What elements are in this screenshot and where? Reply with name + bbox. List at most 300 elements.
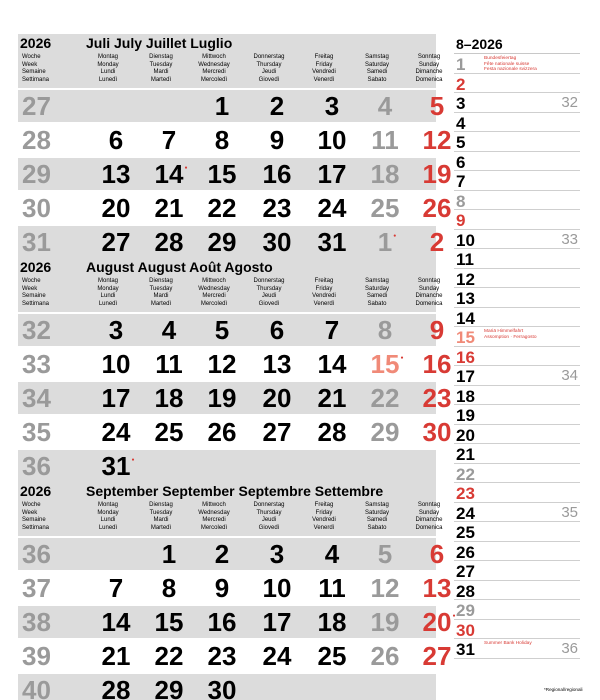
week-row [18, 122, 452, 156]
day-number[interactable]: 1 ● [357, 227, 413, 258]
day-list-row[interactable] [454, 113, 580, 133]
day-number[interactable]: 30 [422, 417, 452, 447]
day-number[interactable]: 4 [161, 315, 177, 345]
day-list-date: 22 [456, 464, 475, 484]
month-name: Juli July Juillet Luglio [86, 35, 233, 51]
day-number[interactable]: 4 [377, 91, 393, 121]
day-list-date: 23 [456, 484, 475, 503]
day-list-row[interactable] [454, 171, 580, 191]
day-number[interactable]: 27 [101, 227, 131, 257]
week-number: 32 [22, 315, 51, 345]
day-number[interactable]: 26 [422, 193, 452, 223]
holiday-note-line: Mariä Himmelfahrt [484, 329, 524, 334]
day-number[interactable]: 17 [317, 159, 347, 189]
day-number[interactable]: 15 [154, 607, 184, 637]
weekday-label [136, 278, 186, 308]
day-list-row[interactable] [454, 425, 580, 445]
weekday-label-line: Lundi [100, 517, 116, 524]
day-number[interactable]: 28 [154, 227, 184, 257]
day-list-week-number: 36 [561, 640, 578, 657]
day-list-row[interactable] [454, 522, 580, 542]
day-list-row[interactable] [454, 308, 580, 328]
weekday-label [244, 502, 294, 532]
weekday-label-line: Dimanche [415, 517, 443, 524]
day-list-row[interactable] [454, 483, 580, 503]
weekday-label-line: Saturday [364, 285, 389, 292]
day-list-row[interactable] [454, 405, 580, 425]
weekday-label [83, 502, 133, 532]
day-number[interactable]: 11 [155, 349, 183, 379]
day-number[interactable]: 19 [370, 607, 400, 637]
week-number: 30 [22, 193, 51, 223]
day-number[interactable]: 20 [262, 383, 292, 413]
day-number[interactable]: 24 [101, 417, 131, 447]
weekday-label [189, 502, 239, 532]
day-number[interactable]: 17 [101, 383, 131, 413]
weekday-label-line: Dimanche [415, 69, 443, 76]
weekday-label-line: Sabato [367, 300, 387, 307]
weekday-label-line: Vendredi [312, 293, 336, 300]
day-number[interactable]: 5 [214, 315, 230, 345]
day-number[interactable]: 26 [207, 417, 237, 447]
day-list-date: 1 [456, 55, 466, 74]
day-list-row[interactable] [454, 386, 580, 406]
day-number[interactable]: 13 [101, 159, 131, 189]
weekday-label-line: Saturday [364, 61, 389, 68]
day-number[interactable]: 24 [317, 193, 347, 223]
day-list-date: 4 [456, 113, 466, 133]
weekday-label [404, 502, 454, 532]
day-number[interactable]: 1 [161, 539, 177, 569]
week-row [18, 536, 445, 570]
day-list-row[interactable] [454, 366, 580, 386]
week-row [18, 88, 445, 122]
day-number[interactable]: 19 [422, 159, 452, 189]
weekday-label [404, 278, 454, 308]
week-label-line: Woche [22, 502, 41, 508]
week-label-line: Week [22, 509, 38, 516]
day-number[interactable]: 15 ● [357, 349, 413, 380]
day-list-row[interactable] [454, 503, 580, 523]
day-number[interactable]: 22 [207, 193, 237, 223]
day-number[interactable]: 16 [207, 607, 237, 637]
day-number[interactable]: 13 [262, 349, 292, 379]
weekday-label-line: Tuesday [149, 285, 173, 292]
day-number[interactable]: 23 [262, 193, 292, 223]
week-number: 35 [22, 417, 51, 447]
day-number[interactable]: 29 [370, 417, 400, 447]
week-row [18, 312, 445, 346]
holiday-note-line: Assomption · Ferragosto [484, 334, 537, 340]
day-list-row[interactable] [454, 444, 580, 464]
day-list-date: 9 [456, 211, 466, 230]
week-label-line: Week [22, 61, 38, 68]
day-number[interactable]: 21 [101, 641, 131, 671]
weekday-label-line: Mardi [153, 517, 169, 524]
day-number[interactable]: 6 [269, 315, 285, 345]
weekday-label-line: Mardi [153, 293, 169, 300]
day-list-week-number: 32 [561, 94, 578, 111]
weekday-label-line: Lundi [100, 69, 116, 76]
day-number[interactable]: 3 [324, 91, 340, 121]
weekday-label-line: Jeudi [261, 517, 277, 524]
week-number: 39 [22, 641, 51, 671]
weekday-label-line: Monday [97, 285, 119, 292]
weekday-label-line: Thursday [256, 61, 282, 68]
day-number[interactable]: 28 [317, 417, 347, 447]
day-number[interactable]: 15 [207, 159, 237, 189]
weekday-label-line: Friday [315, 285, 333, 292]
day-list-date: 8 [456, 191, 466, 211]
day-list-row[interactable] [454, 620, 580, 640]
day-list-date: 31 [456, 640, 475, 659]
day-number[interactable]: 9 [429, 315, 445, 345]
day-number[interactable]: 20 ● [409, 607, 465, 638]
week-number: 27 [22, 91, 51, 121]
day-number[interactable]: 7 [324, 315, 340, 345]
day-number[interactable]: 14 ● [141, 159, 197, 190]
weekday-label-line: Sunday [418, 285, 440, 292]
week-label-line: Woche [22, 54, 41, 60]
month-year: 2026 [20, 35, 52, 51]
weekday-label-line: Martedì [150, 76, 172, 83]
weekday-label-line: Dienstag [149, 278, 173, 284]
day-number[interactable]: 10 [101, 349, 131, 379]
week-row [18, 638, 452, 672]
day-number[interactable]: 3 [108, 315, 124, 345]
day-number[interactable]: 19 [207, 383, 237, 413]
day-number[interactable]: 18 [154, 383, 184, 413]
holiday-note [484, 329, 537, 340]
day-list-date: 24 [456, 503, 475, 523]
day-number[interactable]: 25 [317, 641, 347, 671]
holiday-note [484, 56, 537, 73]
day-number[interactable]: 12 [370, 573, 400, 603]
weekday-label-line: Martedì [150, 524, 172, 531]
weekday-label-line: Mercredi [202, 69, 226, 76]
day-list-week-number: 35 [561, 503, 578, 521]
day-list-date: 14 [456, 308, 475, 328]
day-number[interactable]: 3 [269, 539, 285, 569]
day-list-date: 2 [456, 74, 466, 94]
weekday-label-line: Tuesday [149, 61, 173, 68]
weekday-label-line: Venerdì [313, 300, 335, 307]
month-header [18, 482, 443, 536]
day-list-row[interactable] [454, 639, 580, 659]
day-number[interactable]: 12 [207, 349, 237, 379]
weekday-label-line: Monday [97, 61, 119, 68]
weekday-label [189, 54, 239, 84]
day-number[interactable]: 16 [262, 159, 292, 189]
weekday-label-line: Donnerstag [253, 54, 285, 60]
weekday-label-line: Sonntag [417, 278, 441, 284]
day-list-date: 7 [456, 172, 466, 191]
day-number[interactable]: 14 [101, 607, 131, 637]
weekday-label-line: Wednesday [198, 509, 230, 516]
day-number[interactable]: 30 [262, 227, 292, 257]
day-number[interactable]: 7 [108, 573, 124, 603]
day-list-row[interactable] [454, 269, 580, 289]
weekday-label-line: Sabato [367, 524, 387, 531]
weekday-label-line: Samstag [365, 54, 389, 60]
day-number[interactable]: 18 [370, 159, 400, 189]
weekday-label-line: Saturday [364, 509, 389, 516]
weekday-label [83, 278, 133, 308]
day-list-date: 16 [456, 347, 475, 367]
weekday-label [352, 502, 402, 532]
weekday-label-line: Jeudi [261, 293, 277, 300]
day-number[interactable]: 2 [429, 227, 445, 257]
footnote: *Regional/regionali [544, 687, 583, 692]
week-number: 29 [22, 159, 51, 189]
day-list-date: 20 [456, 425, 475, 445]
day-number[interactable]: 25 [370, 193, 400, 223]
weekday-label-line: Domenica [415, 76, 443, 83]
weekday-label-line: Sonntag [417, 54, 441, 60]
day-list-date: 28 [456, 581, 475, 601]
holiday-note [484, 641, 532, 647]
day-number[interactable]: 12 [422, 125, 452, 155]
holiday-note-line: Summer Bank Holiday [484, 641, 532, 646]
day-number[interactable]: 13 [422, 573, 452, 603]
day-number[interactable]: 10 [317, 125, 347, 155]
week-number: 37 [22, 573, 51, 603]
day-number[interactable]: 22 [370, 383, 400, 413]
day-list-date: 3 [456, 94, 466, 113]
weekday-label-line: Mardi [153, 69, 169, 76]
day-number[interactable]: 2 [214, 539, 230, 569]
weekday-label [352, 54, 402, 84]
week-number: 28 [22, 125, 51, 155]
weekday-label-line: Mercoledì [200, 300, 228, 307]
week-number: 36 [22, 451, 51, 481]
weekday-label [352, 278, 402, 308]
weekday-label-line: Freitag [314, 54, 334, 60]
weekday-label-line: Tuesday [149, 509, 173, 516]
weekday-label-line: Samedi [366, 517, 388, 524]
day-number[interactable]: 6 [429, 539, 445, 569]
weekday-label [244, 278, 294, 308]
day-list-date: 18 [456, 386, 475, 406]
day-list-date: 5 [456, 133, 466, 152]
day-number[interactable]: 23 [207, 641, 237, 671]
day-list-row[interactable] [454, 561, 580, 581]
day-number[interactable]: 8 [377, 315, 393, 345]
month-name: September September Septembre Settembre [86, 483, 384, 499]
week-number: 40 [22, 675, 51, 700]
week-number: 38 [22, 607, 51, 637]
august-day-list [454, 34, 580, 659]
day-number[interactable]: 28 [101, 675, 131, 700]
week-row [18, 156, 452, 190]
weekday-label-line: Sunday [418, 509, 440, 516]
day-number[interactable]: 25 [154, 417, 184, 447]
day-number[interactable]: 9 [269, 125, 285, 155]
day-list-row[interactable] [454, 230, 580, 250]
weekday-label-line: Lundi [100, 293, 116, 300]
weekday-label-line: Domenica [415, 524, 443, 531]
weekday-label-line: Montag [97, 278, 118, 284]
day-number[interactable]: 4 [324, 539, 340, 569]
day-number[interactable]: 16 [422, 349, 452, 379]
weekday-label-line: Freitag [314, 502, 334, 508]
day-number[interactable]: 1 [214, 91, 230, 121]
weekday-label-line: Montag [97, 54, 118, 60]
day-number[interactable]: 31 ● [88, 451, 144, 482]
day-list-row[interactable] [454, 327, 580, 347]
day-list-row[interactable] [454, 210, 580, 230]
week-label-line: Settimana [22, 524, 50, 531]
weekday-label [136, 54, 186, 84]
weekday-label [299, 54, 349, 84]
week-number: 31 [22, 227, 51, 257]
day-number[interactable]: 8 [161, 573, 177, 603]
day-list-row[interactable] [454, 93, 580, 113]
week-column-label [22, 278, 49, 308]
weekday-label-line: Domenica [415, 300, 443, 307]
day-list-row[interactable] [454, 74, 580, 94]
weekday-label-line: Mittwoch [202, 278, 226, 284]
holiday-note-line: Festa nazionale svizzera [484, 67, 537, 73]
day-number[interactable]: 31 [317, 227, 347, 257]
week-row [18, 570, 452, 604]
weekday-label-line: Samstag [365, 502, 389, 508]
day-number[interactable]: 11 [371, 125, 399, 155]
day-number[interactable]: 23 [422, 383, 452, 413]
day-number[interactable]: 27 [262, 417, 292, 447]
weekday-label [83, 54, 133, 84]
day-list-row[interactable] [454, 347, 580, 367]
weekday-label-line: Dienstag [149, 54, 173, 60]
day-number[interactable]: 5 [377, 539, 393, 569]
day-list-row[interactable] [454, 600, 580, 620]
day-list-row[interactable] [454, 288, 580, 308]
day-number[interactable]: 7 [161, 125, 177, 155]
day-list-date: 11 [456, 250, 474, 269]
week-row [18, 604, 452, 638]
day-list-row[interactable] [454, 152, 580, 172]
day-number[interactable]: 29 [207, 227, 237, 257]
day-number[interactable]: 18 [317, 607, 347, 637]
weekday-label-line: Friday [315, 509, 333, 516]
weekday-label-line: Jeudi [261, 69, 277, 76]
weekday-label-line: Samstag [365, 278, 389, 284]
weekday-label-line: Venerdì [313, 524, 335, 531]
week-number: 36 [22, 539, 51, 569]
week-row [18, 380, 452, 414]
weekday-label-line: Sonntag [417, 502, 441, 508]
day-list-date: 13 [456, 289, 475, 308]
day-list-date: 15 [456, 328, 475, 347]
day-list-date: 21 [456, 445, 475, 464]
weekday-label-line: Samedi [366, 293, 388, 300]
weekday-label-line: Giovedì [258, 300, 280, 307]
day-list-date: 30 [456, 620, 475, 640]
day-number[interactable]: 2 [269, 91, 285, 121]
day-number[interactable]: 10 [262, 573, 292, 603]
weekday-label-line: Sunday [418, 61, 440, 68]
week-row [18, 448, 436, 482]
weekday-label-line: Lunedì [98, 524, 118, 531]
day-number[interactable]: 8 [214, 125, 230, 155]
month-year: 2026 [20, 483, 52, 499]
weekday-label-line: Venerdì [313, 76, 335, 83]
day-list-date: 6 [456, 152, 466, 172]
day-number[interactable]: 21 [317, 383, 347, 413]
day-number[interactable]: 14 [317, 349, 347, 379]
day-list-date: 17 [456, 367, 475, 386]
weekday-label-line: Vendredi [312, 69, 336, 76]
month-header [18, 258, 443, 312]
week-row [18, 672, 436, 700]
weekday-label-line: Lunedì [98, 300, 118, 307]
day-list-row[interactable] [454, 132, 580, 152]
week-row [18, 190, 452, 224]
day-number[interactable]: 5 [429, 91, 445, 121]
weekday-label-line: Giovedì [258, 524, 280, 531]
week-number: 33 [22, 349, 51, 379]
weekday-label-line: Mittwoch [202, 54, 226, 60]
week-label-line: Settimana [22, 300, 50, 307]
day-number[interactable]: 24 [262, 641, 292, 671]
week-label-line: Semaine [22, 293, 46, 300]
weekday-label-line: Mercredi [202, 517, 226, 524]
day-list-row[interactable] [454, 54, 580, 74]
week-label-line: Week [22, 285, 38, 292]
week-row [18, 346, 452, 380]
day-number[interactable]: 20 [101, 193, 131, 223]
day-number[interactable]: 11 [318, 573, 346, 603]
day-number[interactable]: 9 [214, 573, 230, 603]
weekday-label [244, 54, 294, 84]
day-number[interactable]: 6 [108, 125, 124, 155]
monthly-calendar [18, 34, 452, 700]
day-list-row[interactable] [454, 249, 580, 269]
day-list-date: 29 [456, 601, 475, 620]
day-number[interactable]: 27 [422, 641, 452, 671]
weekday-label-line: Mercoledì [200, 524, 228, 531]
week-label-line: Semaine [22, 69, 46, 76]
day-number[interactable]: 26 [370, 641, 400, 671]
day-list-row[interactable] [454, 581, 580, 601]
day-list-week-number: 33 [561, 230, 578, 248]
day-list-title: 8–2026 [454, 34, 580, 54]
holiday-note-line: Fête nationale suisse [484, 61, 530, 67]
day-list-row[interactable] [454, 191, 580, 211]
weekday-label-line: Martedì [150, 300, 172, 307]
weekday-label-line: Donnerstag [253, 502, 285, 508]
weekday-label-line: Sabato [367, 76, 387, 83]
weekday-label-line: Mercoledì [200, 76, 228, 83]
day-number[interactable]: 29 [154, 675, 184, 700]
month-year: 2026 [20, 259, 52, 275]
weekday-label-line: Thursday [256, 285, 282, 292]
week-label-line: Settimana [22, 76, 50, 83]
weekday-label-line: Giovedì [258, 76, 280, 83]
weekday-label-line: Lunedì [98, 76, 118, 83]
day-number[interactable]: 17 [262, 607, 292, 637]
holiday-note-line: Bundesfeiertag [484, 56, 517, 61]
day-number[interactable]: 21 [154, 193, 184, 223]
day-list-date: 27 [456, 562, 475, 581]
day-list-date: 12 [456, 269, 475, 289]
day-number[interactable]: 30 [207, 675, 237, 700]
weekday-label [299, 278, 349, 308]
day-list-row[interactable] [454, 464, 580, 484]
day-list-row[interactable] [454, 542, 580, 562]
week-column-label [22, 502, 49, 532]
day-number[interactable]: 22 [154, 641, 184, 671]
